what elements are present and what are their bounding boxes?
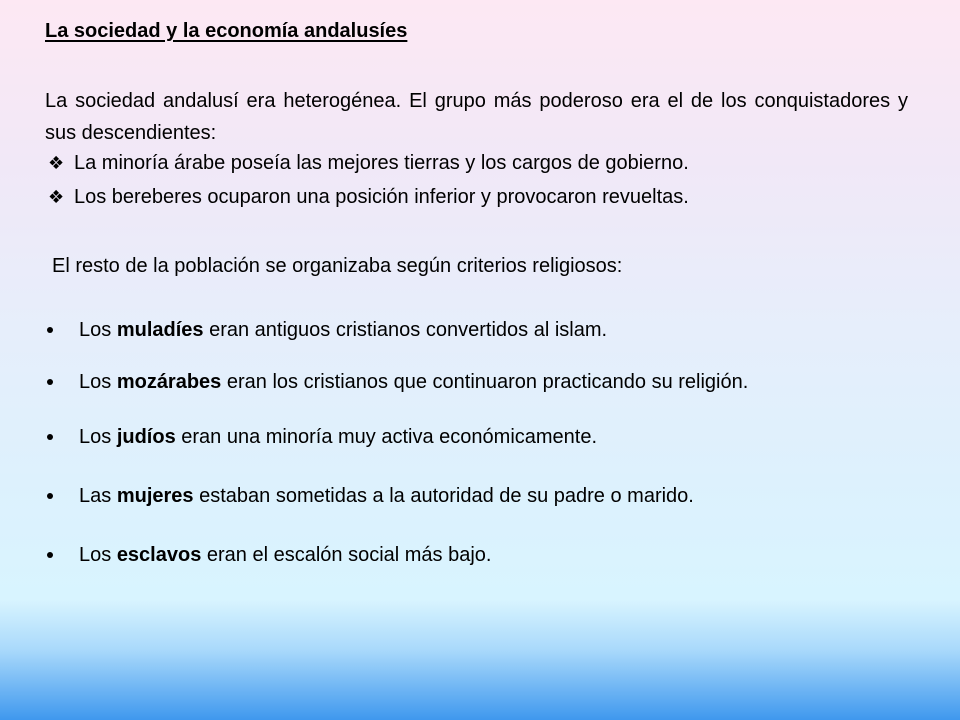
bullet-term: mujeres [116, 485, 194, 507]
bullet-post: eran el escalón social más bajo. [201, 544, 492, 566]
bullet-post: eran antiguos cristianos convertidos al islam. [203, 319, 608, 341]
bullet-pre: Los [79, 426, 117, 448]
bullet-item-esclavos [45, 544, 491, 567]
bullet-term: muladíes [116, 319, 204, 341]
bullet-term: mozárabes [116, 371, 222, 393]
bullet-post: estaban sometidas a la autoridad de su padre o marido. [193, 485, 694, 507]
diamond-list-item [48, 186, 689, 209]
four-point-diamond-icon: ❖ [48, 153, 65, 173]
slide-title: La sociedad y la economía andalusíes [45, 20, 408, 42]
diamond-list-item [48, 152, 689, 175]
bullet-item-muladies [45, 319, 607, 342]
bullet-pre: Las [79, 485, 117, 507]
bullet-post: eran los cristianos que continuaron practicando su religión. [221, 371, 749, 393]
bullet-pre: Los [79, 319, 117, 341]
bullet-item-judios [45, 426, 597, 449]
bullet-dot-icon [47, 327, 53, 333]
bullet-pre: Los [79, 371, 117, 393]
bullet-item-mozarabes [45, 371, 748, 394]
religious-criteria-heading: El resto de la población se organizaba según criterios religiosos: [52, 255, 623, 277]
bullet-dot-icon [47, 493, 53, 499]
bullet-pre: Los [79, 544, 117, 566]
intro-paragraph: La sociedad andalusí era heterogénea. El grupo más poderoso era el de los conquistadores y sus descendientes: [45, 90, 908, 144]
bullet-dot-icon [47, 434, 53, 440]
bullet-term: judíos [116, 426, 176, 448]
bullet-dot-icon [47, 552, 53, 558]
bullet-post: eran una minoría muy activa económicamente. [175, 426, 598, 448]
diamond-item-text: Los bereberes ocuparon una posición inferior y provocaron revueltas. [74, 186, 689, 208]
diamond-item-text: La minoría árabe poseía las mejores tierras y los cargos de gobierno. [74, 152, 689, 174]
bullet-item-mujeres [45, 485, 694, 508]
bullet-term: esclavos [116, 544, 202, 566]
bullet-dot-icon [47, 379, 53, 385]
four-point-diamond-icon: ❖ [48, 187, 65, 207]
